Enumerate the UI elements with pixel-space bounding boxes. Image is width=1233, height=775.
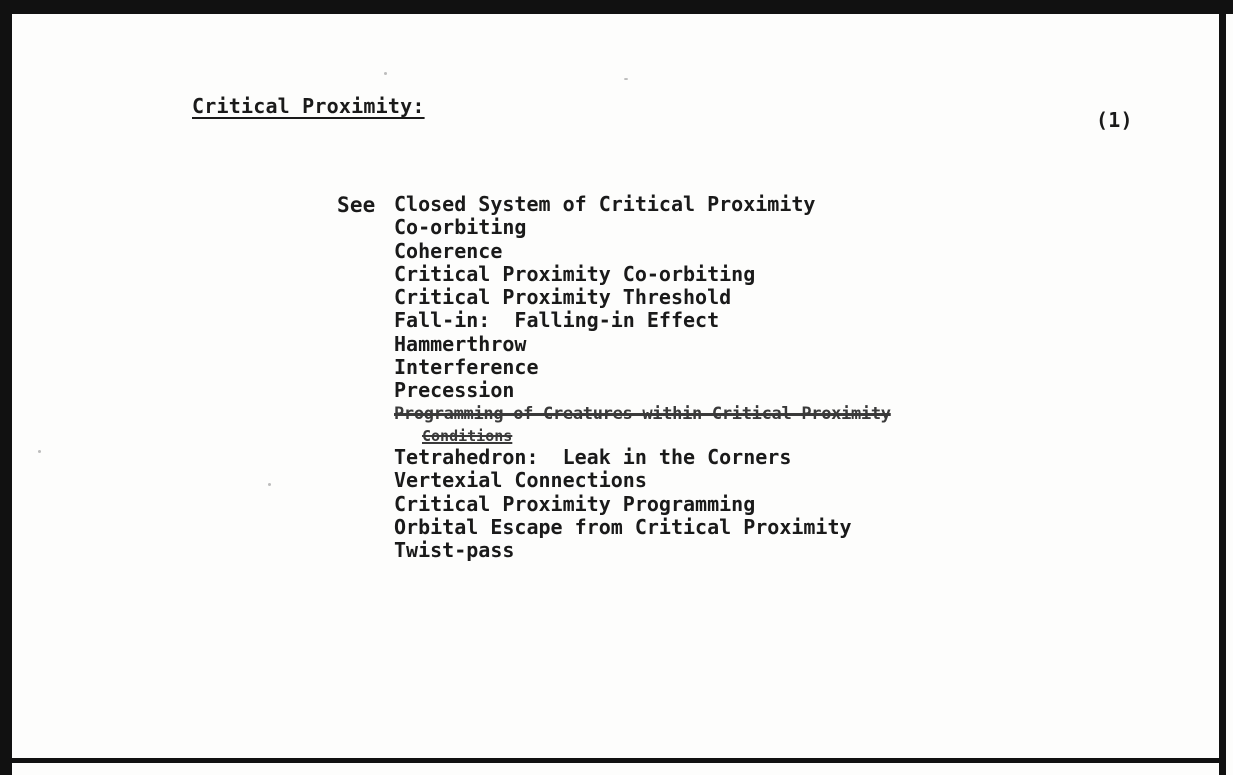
list-item: Twist-pass [394,538,515,563]
list-item: Tetrahedron: Leak in the Corners [394,444,792,469]
card-border-right [1219,8,1226,775]
list-item: Critical Proximity Co-orbiting [394,261,756,286]
list-item: Coherence [394,238,503,263]
list-item: Critical Proximity Programming [394,491,756,516]
list-item: Fall-in: Falling-in Effect [394,308,720,333]
cross-reference-list [394,193,891,562]
list-item: Hammerthrow [394,331,527,356]
list-item: Orbital Escape from Critical Proximity [394,514,852,539]
struck-list-item: Programming of Creatures within Critical Proximity [394,403,891,424]
paper-speck [268,483,271,486]
card-heading: Critical Proximity: [192,94,425,118]
list-item: Precession [394,378,515,403]
list-item: Closed System of Critical Proximity [394,192,816,216]
card-border-bottom [0,758,1226,763]
see-label: See [337,193,376,217]
struck-list-item-continuation: Conditions [422,426,513,445]
card-border-top [0,0,1233,14]
paper-speck [624,78,628,80]
list-item: Critical Proximity Threshold [394,285,732,310]
list-item: Co-orbiting [394,215,527,240]
card-page-number: (1) [1096,108,1133,132]
paper-speck [38,450,41,453]
paper-speck [384,72,387,75]
list-item: Vertexial Connections [394,468,647,493]
list-item: Interference [394,355,539,380]
card-border-left [0,0,12,775]
